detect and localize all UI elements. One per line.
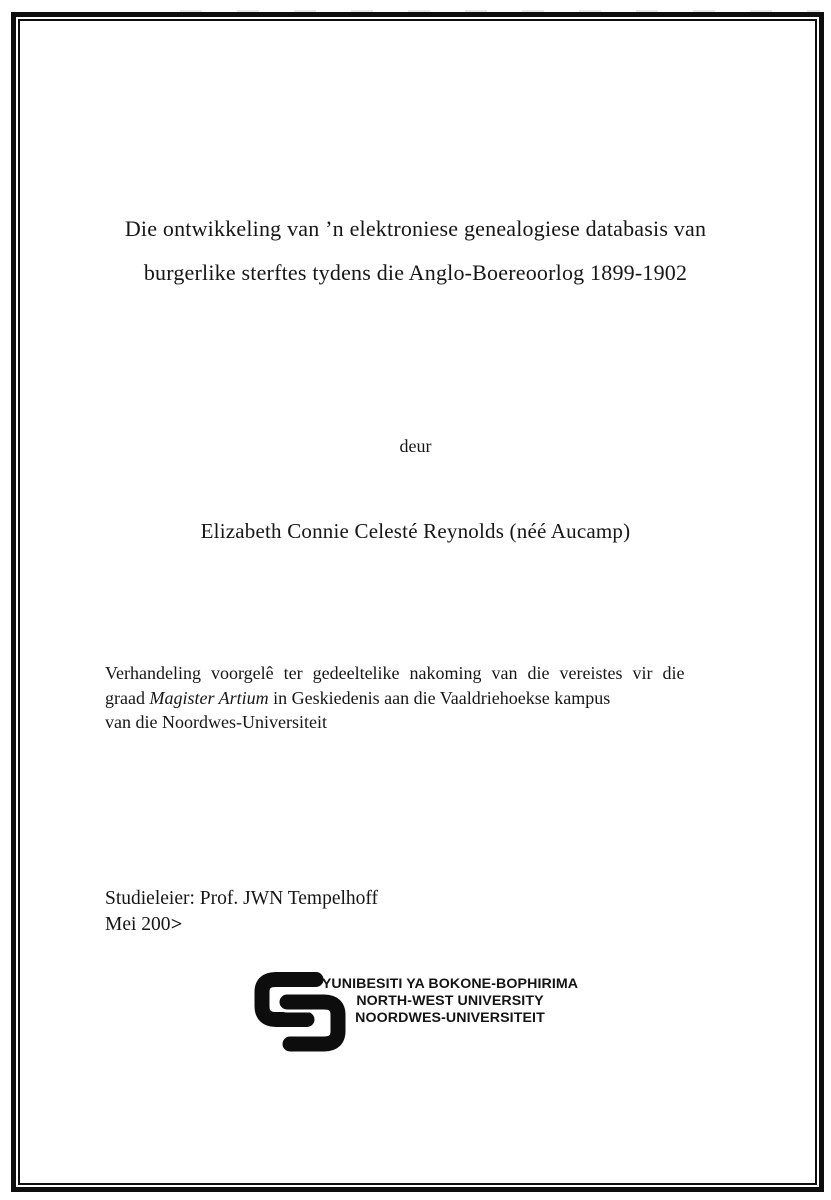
university-logo-text (320, 976, 580, 1028)
thesis-title (60, 207, 771, 295)
university-logo (254, 969, 584, 1055)
thesis-title-line2: burgerlike sterftes tydens die Anglo-Boereoorlog 1899-1902 (143, 260, 688, 285)
date-line (105, 912, 378, 938)
byline-label: deur (399, 436, 432, 456)
logo-text-afrikaans: NOORDWES-UNIVERSITEIT (355, 1010, 545, 1027)
degree-name-italic: Magister Artium (149, 687, 269, 708)
degree-statement-line2-post: in Geskiedenis aan die Vaaldriehoekse kampus (268, 687, 611, 708)
date-seven-glyph: > (170, 914, 182, 935)
author-name: Elizabeth Connie Celesté Reynolds (néé Aucamp) (200, 519, 631, 543)
supervisor-block (105, 886, 378, 938)
date-text: Mei 200 (105, 914, 171, 935)
thesis-title-line1: Die ontwikkeling van ’n elektroniese genealogiese databasis van (124, 216, 707, 241)
degree-statement (105, 661, 733, 735)
logo-text-english: NORTH-WEST UNIVERSITY (356, 993, 544, 1010)
supervisor-line: Studieleier: Prof. JWN Tempelhoff (105, 888, 379, 909)
degree-statement-line3: van die Noordwes-Universiteit (105, 712, 327, 732)
degree-statement-line2 (105, 686, 733, 711)
logo-text-setswana: YUNIBESITI YA BOKONE-BOPHIRIMA (321, 976, 579, 992)
degree-statement-line2-pre: graad (105, 687, 150, 708)
degree-statement-line1: Verhandeling voorgelê ter gedeeltelike nakoming van die vereistes vir die (105, 663, 685, 683)
